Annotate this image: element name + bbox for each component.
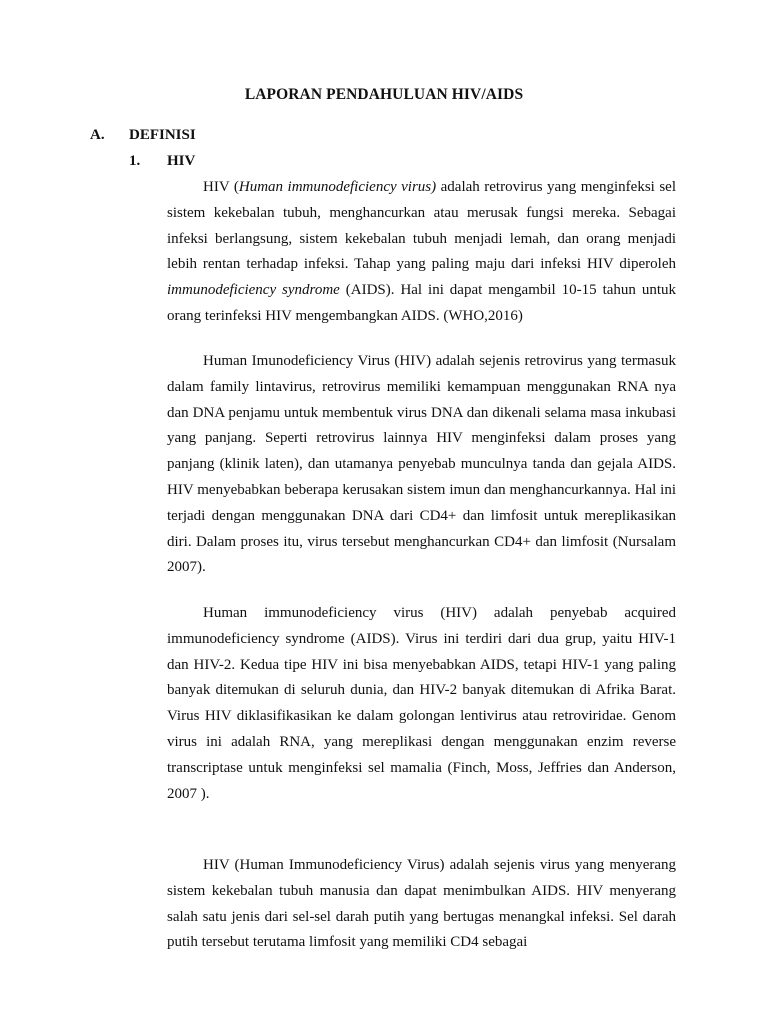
subsection-number: 1. [129,153,141,169]
paragraph-1-text-b: adalah retrovirus yang menginfeksi sel sistem kekebalan tubuh, menghancurkan atau merusak fungsi mereka. Sebagai infeksi berlangsung, sistem kekebalan tubuh menjadi lemah, dan orang menjadi lebih rentan terhadap infeksi. Tahap yang paling maju dari infeksi HIV diperoleh [167,179,676,273]
section-title: DEFINISI [129,127,196,143]
paragraph-2: Human Imunodeficiency Virus (HIV) adalah sejenis retrovirus yang termasuk dalam family lintavirus, retrovirus memiliki kemampuan menggunakan RNA nya dan DNA penjamu untuk membentuk virus DNA dan dikenali selama masa inkubasi yang panjang. Seperti retrovirus lainnya HIV menginfeksi dalam proses yang panjang (klinik laten), dan utamanya penyebab munculnya tanda dan gejala AIDS. HIV menyebabkan beberapa kerusakan sistem imun dan menghancurkannya. Hal ini terjadi dengan menggunakan DNA dari CD4+ dan limfosit untuk mereplikasikan diri. Dalam proses itu, virus tersebut menghancurkan CD4+ dan limfosit (Nursalam 2007). [167,353,676,576]
document-title: LAPORAN PENDAHULUAN HIV/AIDS [244,86,524,103]
paragraph-1-text-c: (AIDS). Hal ini dapat mengambil 10-15 tahun untuk orang terinfeksi HIV mengembangkan AIDS. (WHO,2016) [167,282,676,324]
section-number: A. [90,127,105,143]
paragraph-1 [167,175,676,330]
paragraph-1-text-a: HIV ( [203,179,239,195]
subsection-title: HIV [167,153,196,169]
paragraph-1-italic-term-b: immunodeficiency syndrome [167,282,340,299]
paragraph-4: HIV (Human Immunodeficiency Virus) adalah sejenis virus yang menyerang sistem kekebalan tubuh manusia dan dapat menimbulkan AIDS. HIV menyerang salah satu jenis dari sel-sel darah putih yang bertugas menangkal infeksi. Sel darah putih tersebut terutama limfosit yang memiliki CD4 sebagai [167,857,676,951]
paragraph-1-italic-term-a: Human immunodeficiency virus) [238,179,437,195]
paragraph-3: Human immunodeficiency virus (HIV) adalah penyebab acquired immunodeficiency syndrome (AIDS). Virus ini terdiri dari dua grup, yaitu HIV-1 dan HIV-2. Kedua tipe HIV ini bisa menyebabkan AIDS, tetapi HIV-1 yang paling banyak ditemukan di seluruh dunia, dan HIV-2 banyak ditemukan di Afrika Barat. Virus HIV diklasifikasikan ke dalam golongan lentivirus atau retroviridae. Genom virus ini adalah RNA, yang mereplikasi dengan menggunakan enzim reverse transcriptase untuk menginfeksi sel mamalia (Finch, Moss, Jeffries dan Anderson, 2007 ). [167,605,676,802]
